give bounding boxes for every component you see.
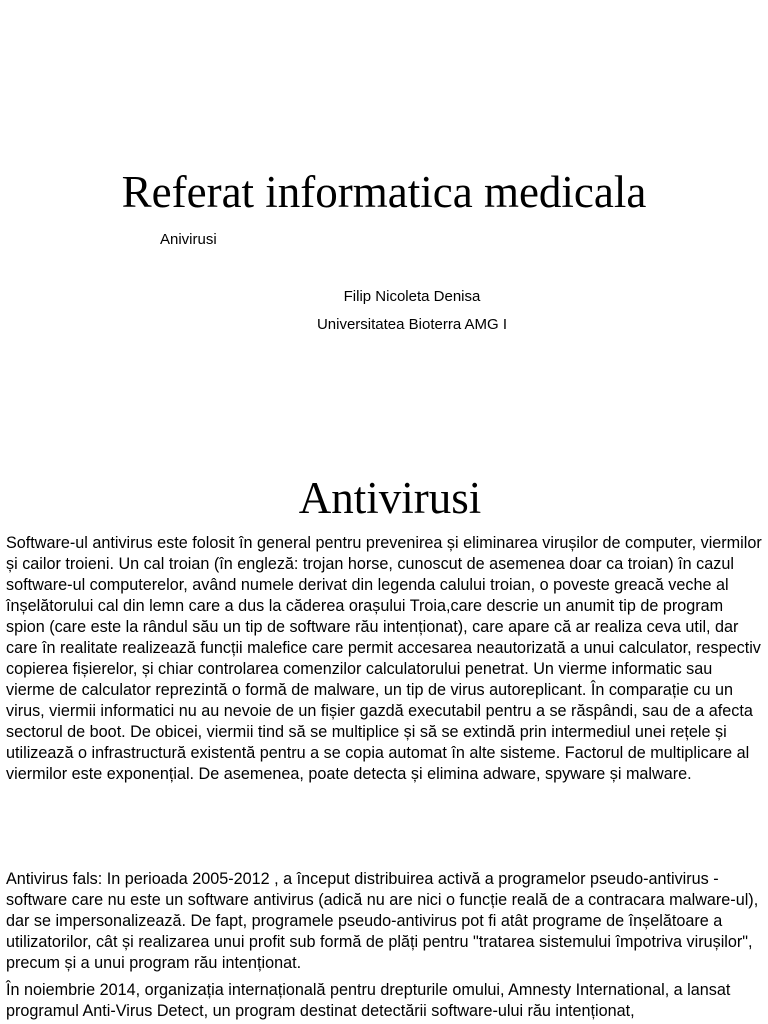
document-subtitle: Anivirusi: [160, 231, 217, 248]
institution-name: Universitatea Bioterra AMG I: [316, 316, 508, 333]
body-paragraph: Antivirus fals: In perioada 2005-2012 , a început distribuirea activă a programelor pseudo-antivirus - software care nu este un software antivirus (adică nu are nici o funcție reală de a contracara malware-ul), dar se impersonalizează. De fapt, programele pseudo-antivirus pot fi atât programe de înșelătoare a utilizatorilor, cât și realizarea unui profit sub formă de plăți pentru "tratarea sistemului împotriva virușilor", precum și a unui program rău intenționat.: [6, 870, 759, 972]
author-block: [0, 283, 768, 339]
body-paragraph: În noiembrie 2014, organizația internațională pentru drepturile omului, Amnesty International, a lansat programul Anti-Virus Detect, un program destinat detectării software-ului rău intenționat,: [6, 981, 731, 1020]
author-name: Filip Nicoleta Denisa: [343, 288, 481, 305]
section-heading: Antivirusi: [298, 473, 482, 523]
document-title: Referat informatica medicala: [121, 167, 647, 217]
body-paragraph: Software-ul antivirus este folosit în general pentru prevenirea și eliminarea virușilor de computer, viermilor și cailor troieni. Un cal troian (în engleză: trojan horse, cunoscut de asemenea doar ca troian) în cazul software-ul computerelor, având numele derivat din legenda calului troian, o poveste greacă veche al înșelătorului cal din lemn care a dus la căderea orașului Troia,care descrie un anumit tip de program spion (care este la rândul său un tip de software rău intenționat), care apare că ar realiza ceva util, dar care în realitate realizează funcții malefice care permit accesarea neautorizată a unui calculator, respectiv copierea fișierelor, și chiar controlarea comenzilor calculatorului penetrat. Un vierme informatic sau vierme de calculator reprezintă o formă de malware, un tip de virus autoreplicant. În comparație cu un virus, viermii informatici nu au nevoie de un fișier gazdă executabil pentru a se răspândi, sau de a afecta sectorul de boot. De obicei, viermii tind să se multiplice și să se extindă prin intermediul unei rețele și utilizează o infrastructură existentă pentru a se copia automat în alte sisteme. Factorul de multiplicare al viermilor este exponențial. De asemenea, poate detecta și elimina adware, spyware și malware.: [6, 534, 762, 783]
